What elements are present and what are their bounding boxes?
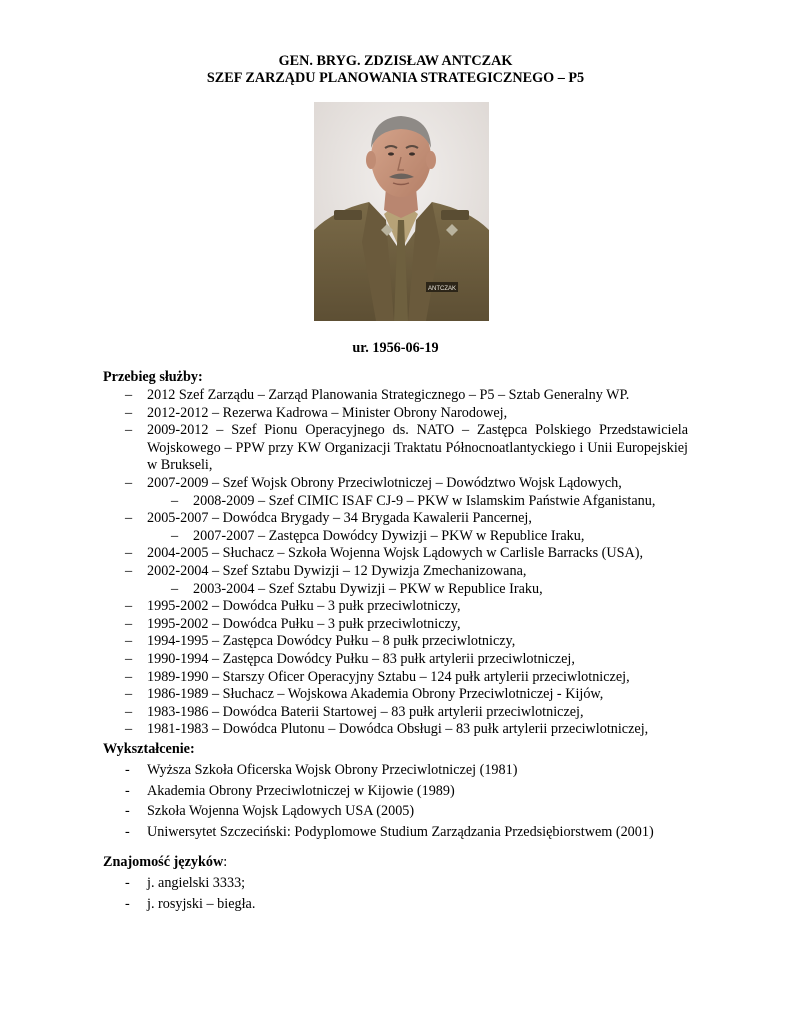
dash-bullet: – <box>125 510 133 527</box>
list-item-text: Uniwersytet Szczeciński: Podyplomowe Studium Zarządzania Przedsiębiorstwem (2001) <box>147 823 654 840</box>
dash-bullet: – <box>125 668 133 685</box>
hyphen-bullet: - <box>125 823 130 840</box>
dash-bullet: – <box>171 492 179 509</box>
list-item-text: Akademia Obrony Przeciwlotniczej w Kijowie (1989) <box>147 782 455 799</box>
title-line-rank-name: GEN. BRYG. ZDZISŁAW ANTCZAK <box>278 53 513 69</box>
dash-bullet: – <box>125 545 133 562</box>
list-item <box>103 563 688 581</box>
portrait-photo <box>314 102 489 321</box>
dash-bullet: – <box>171 580 179 597</box>
dash-bullet: – <box>125 650 133 667</box>
list-subitem <box>103 493 688 511</box>
dash-bullet: – <box>125 721 133 738</box>
dash-bullet: – <box>125 703 133 720</box>
list-item <box>103 721 688 739</box>
dash-bullet: – <box>125 615 133 632</box>
list-item-text: 1994-1995 – Zastępca Dowódcy Pułku – 8 pułk przeciwlotniczy, <box>147 633 516 650</box>
list-item <box>103 598 688 616</box>
list-item-text: 2002-2004 – Szef Sztabu Dywizji – 12 Dywizja Zmechanizowana, <box>147 562 527 579</box>
list-item-text: Szkoła Wojenna Wojsk Lądowych USA (2005) <box>147 803 415 819</box>
list-item-text: 2003-2004 – Szef Sztabu Dywizji – PKW w Republice Iraku, <box>193 580 543 597</box>
dash-bullet: – <box>125 686 133 703</box>
list-subitem <box>103 528 688 546</box>
list-item-text: 2007-2009 – Szef Wojsk Obrony Przeciwlotniczej – Dowództwo Wojsk Lądowych, <box>147 474 622 491</box>
languages-heading <box>103 854 227 871</box>
list-item-text: 2005-2007 – Dowódca Brygady – 34 Brygada Kawalerii Pancernej, <box>147 510 532 527</box>
dash-bullet: – <box>125 422 133 439</box>
name-tag-text: ANTCZAK <box>427 286 457 292</box>
list-item <box>103 422 688 475</box>
list-item <box>103 405 688 423</box>
list-item <box>103 387 688 405</box>
languages-heading-colon: : <box>223 854 228 870</box>
dash-bullet: – <box>171 527 179 544</box>
list-item <box>103 894 703 915</box>
list-item-text: j. rosyjski – biegła. <box>147 895 256 912</box>
list-item <box>103 801 703 822</box>
list-item <box>103 545 688 563</box>
list-item-text: 2007-2007 – Zastępca Dowódcy Dywizji – PKW w Republice Iraku, <box>193 527 585 544</box>
list-item <box>103 873 703 894</box>
dash-bullet: – <box>125 387 133 403</box>
title-line-position: SZEF ZARZĄDU PLANOWANIA STRATEGICZNEGO – P5 <box>206 70 585 86</box>
list-item-text: Wyższa Szkoła Oficerska Wojsk Obrony Przeciwlotniczej (1981) <box>147 762 518 778</box>
list-subitem <box>103 581 688 599</box>
hyphen-bullet: - <box>125 803 130 819</box>
list-item <box>103 781 703 802</box>
list-item-text: 2004-2005 – Słuchacz – Szkoła Wojenna Wojsk Lądowych w Carlisle Barracks (USA), <box>147 545 644 562</box>
service-list <box>103 387 688 739</box>
list-item <box>103 510 688 528</box>
birth-date: ur. 1956-06-19 <box>352 340 439 356</box>
dash-bullet: – <box>125 598 133 615</box>
list-item <box>103 669 688 687</box>
list-item <box>103 616 688 634</box>
languages-list <box>103 873 703 914</box>
list-item-text: 2009-2012 – Szef Pionu Operacyjnego ds. NATO – Zastępca Polskiego Przedstawiciela Wojskowego – PPW przy KW Organizacji Traktatu Północnoatlantyckiego i Unii Europejskiej w Brukseli, <box>147 422 688 474</box>
list-item <box>103 760 703 781</box>
education-list <box>103 760 703 842</box>
service-heading: Przebieg służby: <box>103 369 203 385</box>
list-item-text: 1983-1986 – Dowódca Baterii Startowej – 83 pułk artylerii przeciwlotniczej, <box>147 703 584 720</box>
list-item-text: 1990-1994 – Zastępca Dowódcy Pułku – 83 pułk artylerii przeciwlotniczej, <box>147 650 575 667</box>
list-item-text: 1995-2002 – Dowódca Pułku – 3 pułk przeciwlotniczy, <box>147 615 461 632</box>
list-item <box>103 633 688 651</box>
list-item-text: 2012 Szef Zarządu – Zarząd Planowania Strategicznego – P5 – Sztab Generalny WP. <box>147 387 630 403</box>
dash-bullet: – <box>125 633 133 650</box>
list-item <box>103 651 688 669</box>
dash-bullet: – <box>125 474 133 491</box>
languages-heading-text: Znajomość języków <box>103 854 224 870</box>
document-title <box>0 53 791 87</box>
education-heading: Wykształcenie: <box>103 741 195 757</box>
list-item-text: 2008-2009 – Szef CIMIC ISAF CJ-9 – PKW w Islamskim Państwie Afganistanu, <box>193 492 656 509</box>
list-item <box>103 475 688 493</box>
list-item-text: 1995-2002 – Dowódca Pułku – 3 pułk przeciwlotniczy, <box>147 598 461 615</box>
list-item-text: 1989-1990 – Starszy Oficer Operacyjny Sztabu – 124 pułk artylerii przeciwlotniczej, <box>147 668 630 685</box>
list-item <box>103 686 688 704</box>
dash-bullet: – <box>125 404 133 421</box>
hyphen-bullet: - <box>125 762 130 778</box>
list-item-text: 2012-2012 – Rezerwa Kadrowa – Minister Obrony Narodowej, <box>147 404 508 421</box>
list-item-text: 1981-1983 – Dowódca Plutonu – Dowódca Obsługi – 83 pułk artylerii przeciwlotniczej, <box>147 721 649 738</box>
hyphen-bullet: - <box>125 875 130 891</box>
list-item <box>103 704 688 722</box>
list-item-text: 1986-1989 – Słuchacz – Wojskowa Akademia Obrony Przeciwlotniczej - Kijów, <box>147 686 604 703</box>
dash-bullet: – <box>125 562 133 579</box>
hyphen-bullet: - <box>125 782 130 799</box>
hyphen-bullet: - <box>125 895 130 912</box>
list-item-text: j. angielski 3333; <box>147 875 246 891</box>
list-item <box>103 822 703 843</box>
